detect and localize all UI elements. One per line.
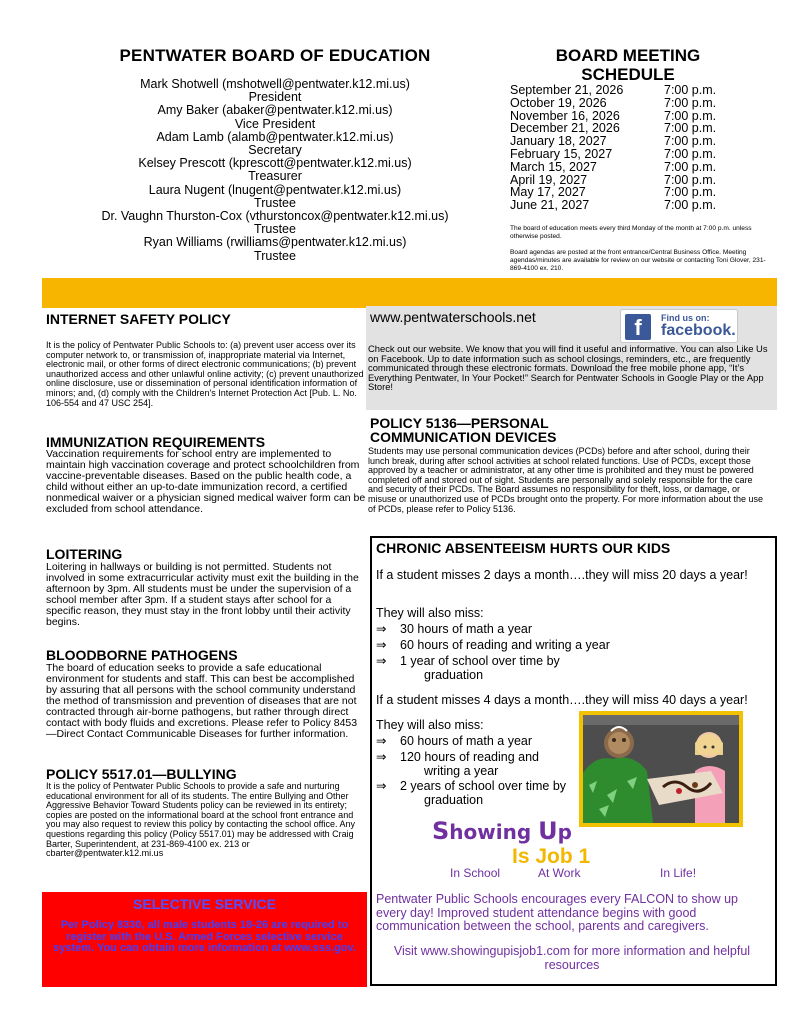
chronic-paragraph-1: If a student misses 2 days a month….they will miss 20 days a year! <box>376 568 748 582</box>
schedule-row <box>510 148 750 161</box>
meeting-date: February 15, 2027 <box>510 146 613 161</box>
facebook-find-label: Find us on: <box>661 313 710 323</box>
schedule-list <box>510 84 750 212</box>
schedule-row <box>510 161 750 174</box>
member-role: Vice President <box>234 116 316 131</box>
bullying-title: POLICY 5517.01—BULLYING <box>46 766 237 782</box>
facebook-badge[interactable] <box>620 309 738 343</box>
chronic-list-item-cont: graduation <box>424 668 484 682</box>
chronic-miss-label-2: They will also miss: <box>376 718 484 732</box>
meeting-date: December 21, 2026 <box>510 121 620 136</box>
meeting-date: September 21, 2026 <box>510 83 624 97</box>
arrow-icon: ⇒ <box>376 622 387 636</box>
loitering-title: LOITERING <box>46 546 123 562</box>
meeting-time: 7:00 p.m. <box>664 159 717 174</box>
meeting-date: March 15, 2027 <box>510 159 597 174</box>
schedule-row <box>510 97 750 110</box>
schedule-row <box>510 199 750 212</box>
website-link[interactable]: www.pentwaterschools.net <box>370 309 536 325</box>
meeting-time: 7:00 p.m. <box>664 134 717 149</box>
section-divider-bar <box>42 278 777 308</box>
chronic-list-item-cont: writing a year <box>424 764 499 778</box>
job-1-logo: Is Job 1 <box>512 845 591 868</box>
chronic-list-item: ⇒ 60 hours of reading and writing a year <box>376 638 610 652</box>
showing-up-logo: Showing Up <box>432 817 572 845</box>
meeting-time: 7:00 p.m. <box>664 121 717 136</box>
schedule-note: The board of education meets every third Monday of the month at 7:00 p.m. unless otherwise posted. <box>510 225 752 240</box>
schedule-row <box>510 84 750 97</box>
tagline-work: At Work <box>538 866 581 880</box>
chronic-list-item: ⇒ 2 years of school over time by <box>376 779 567 793</box>
arrow-icon: ⇒ <box>376 734 387 748</box>
chronic-title: CHRONIC ABSENTEEISM HURTS OUR KIDS <box>376 540 671 556</box>
pcd-title-line1: POLICY 5136—PERSONAL <box>370 415 549 431</box>
meeting-date: November 16, 2026 <box>510 108 620 123</box>
meeting-time: 7:00 p.m. <box>664 95 717 110</box>
member-name: Ryan Williams (rwilliams@pentwater.k12.mi.us) <box>143 235 407 250</box>
member-role: President <box>248 90 302 105</box>
meeting-date: April 19, 2027 <box>510 172 588 187</box>
pcd-title-line2: COMMUNICATION DEVICES <box>370 429 557 445</box>
arrow-icon: ⇒ <box>376 638 387 652</box>
meeting-time: 7:00 p.m. <box>664 108 717 123</box>
meeting-time: 7:00 p.m. <box>664 83 717 97</box>
tagline-school: In School <box>450 866 501 880</box>
bullying-body: It is the policy of Pentwater Public Schools to provide a safe and nurturing educational environment for all of its students. The entire Bullying and Other Aggressive Behavior Toward Students policy can be reviewed in its entirety; copies are posted on the informational board at the school front entrance and you may also request to review this policy by contacting the school office. Any questions regarding this policy (Policy 5517.01) may be addressed with Craig Barter, Superintendent, at 231-869-4100 ex. 213 or cbarter@pentwater.k12.mi.us <box>46 781 355 859</box>
arrow-icon: ⇒ <box>376 779 387 793</box>
chronic-list-item: ⇒ 30 hours of math a year <box>376 622 533 636</box>
schedule-title-line1: BOARD MEETING <box>555 46 701 65</box>
students-photo <box>579 711 743 827</box>
member-name: Amy Baker (abaker@pentwater.k12.mi.us) <box>157 103 393 118</box>
schedule-title-line2: SCHEDULE <box>581 65 675 84</box>
member-role: Trustee <box>254 222 296 237</box>
immunization-body: Vaccination requirements for school entry are implemented to maintain high vaccination coverage and protect schoolchildren from vaccine-preventable diseases. Based on the public health code, a child without either an up-to-date immunization record, a certified nonmedical waiver or a physician signed medical waiver form can be excluded from school attendance. <box>46 448 366 515</box>
meeting-date: May 17, 2027 <box>510 185 586 200</box>
arrow-icon: ⇒ <box>376 654 387 668</box>
chronic-list-item: ⇒ 120 hours of reading and <box>376 750 539 764</box>
immunization-title: IMMUNIZATION REQUIREMENTS <box>46 434 266 450</box>
chronic-paragraph-3: Pentwater Public Schools encourages every FALCON to show up every day! Improved student attendance begins with good communication between the school, parents and caregivers. <box>376 892 738 933</box>
chronic-list-item: ⇒ 60 hours of math a year <box>376 734 533 748</box>
pcd-title <box>370 416 556 444</box>
meeting-time: 7:00 p.m. <box>664 172 717 187</box>
member-name: Kelsey Prescott (kprescott@pentwater.k12.mi.us) <box>138 156 412 171</box>
meeting-time: 7:00 p.m. <box>664 146 717 161</box>
selective-service-box <box>42 892 367 987</box>
photo-illustration <box>583 715 739 823</box>
meeting-time: 7:00 p.m. <box>664 198 717 213</box>
meeting-date: June 21, 2027 <box>510 198 590 213</box>
website-body: Check out our website. We know that you will find it useful and informative. You can also Like Us on Facebook. Up to date information such as school closings, reminders, etc., are frequently communicated through these electronic formats. Download the free mobile phone app, “It’s Everything Pentwater, In Your Pocket!” Search for Pentwater Schools in Google Play or the App Store! <box>368 343 768 393</box>
member-name: Laura Nugent (lnugent@pentwater.k12.mi.us) <box>148 182 402 197</box>
tagline-life: In Life! <box>660 866 697 880</box>
board-title: PENTWATER BOARD OF EDUCATION <box>119 46 431 65</box>
board-members <box>60 78 490 263</box>
selective-service-title: SELECTIVE SERVICE <box>133 896 276 912</box>
arrow-icon: ⇒ <box>376 750 387 764</box>
chronic-list-item: ⇒ 1 year of school over time by <box>376 654 560 668</box>
member-name: Dr. Vaughn Thurston-Cox (vthurstoncox@pentwater.k12.mi.us) <box>101 209 449 224</box>
bloodborne-body: The board of education seeks to provide a safe educational environment for students and staff. This can best be accomplished by assuring that all persons with the school community understand the method of transmission and prevention of diseases that are not contracted through air-borne pathogens, but rather through direct contact with body fluids and excretions. Please refer to Policy 8453—Direct Contact Communicable Diseases for further information. <box>46 662 358 740</box>
meeting-date: October 19, 2026 <box>510 95 607 110</box>
internet-safety-title: INTERNET SAFETY POLICY <box>46 311 231 327</box>
bloodborne-title: BLOODBORNE PATHOGENS <box>46 647 238 663</box>
showing-up-website[interactable]: Visit www.showingupisjob1.com for more information and helpful resources <box>393 944 751 972</box>
selective-service-body: Per Policy 8330, all male students 18-26 are required to register with the U.S. Armed Forces selective service system. You can obtain more information at www.sss.gov. <box>53 919 356 954</box>
member-name: Adam Lamb (alamb@pentwater.k12.mi.us) <box>156 129 394 144</box>
agenda-note: Board agendas are posted at the front entrance/Central Business Office. Meeting agendas/minutes are available for review on our website or contacting Toni Glover, 231-869-4100 ex. 210. <box>510 249 766 272</box>
chronic-list-item-cont: graduation <box>424 793 484 807</box>
chronic-miss-label-1: They will also miss: <box>376 606 484 620</box>
internet-safety-body: It is the policy of Pentwater Public Schools to: (a) prevent user access over its computer network to, or transmission of, inappropriate material via Internet, electronic mail, or other forms of direct electronic communications; (b) prevent unauthorized access and other unlawful online activity; (c) prevent unauthorized online disclosure, use or dissemination of personal identification information of minors; and, (d) comply with the Children's Internet Protection Act [Pub. L. No. 106-554 and 47 USC 254]. <box>46 340 364 408</box>
meeting-time: 7:00 p.m. <box>664 185 717 200</box>
member-name: Mark Shotwell (mshotwell@pentwater.k12.mi.us) <box>140 77 410 91</box>
facebook-icon: f <box>625 314 651 340</box>
loitering-body: Loitering in hallways or building is not permitted. Students not involved in some extracurricular activity must exit the building in the afternoon by 3pm. All students must be under the supervision of a school member after 3pm. If a student stays after school for a specific reason, they must stay in the front lobby until their activity begins. <box>46 561 359 628</box>
photo-scene <box>583 715 739 823</box>
member-role: Treasurer <box>248 169 302 184</box>
member-role: Trustee <box>254 248 296 263</box>
meeting-date: January 18, 2027 <box>510 134 607 149</box>
member-role: Secretary <box>248 143 302 158</box>
pcd-body: Students may use personal communication devices (PCDs) before and after school, during their lunch break, during after school activities at school related functions. Use of PCDs, except those approved by a teacher or administrator, at any other time is prohibited and they must be powered completed off and stored out of sight. Students are personally and solely responsible for the care and security of their PCDs. The Board assumes no responsibility for theft, loss, or damage, or misuse or unauthorized use of PCDs brought onto the property. For more information about the use of PCDs, please refer to Policy 5136. <box>368 446 764 514</box>
chronic-paragraph-2: If a student misses 4 days a month….they will miss 40 days a year! <box>376 693 748 707</box>
schedule-title <box>508 46 748 84</box>
facebook-wordmark: facebook. <box>661 322 736 339</box>
member-role: Trustee <box>254 195 296 210</box>
